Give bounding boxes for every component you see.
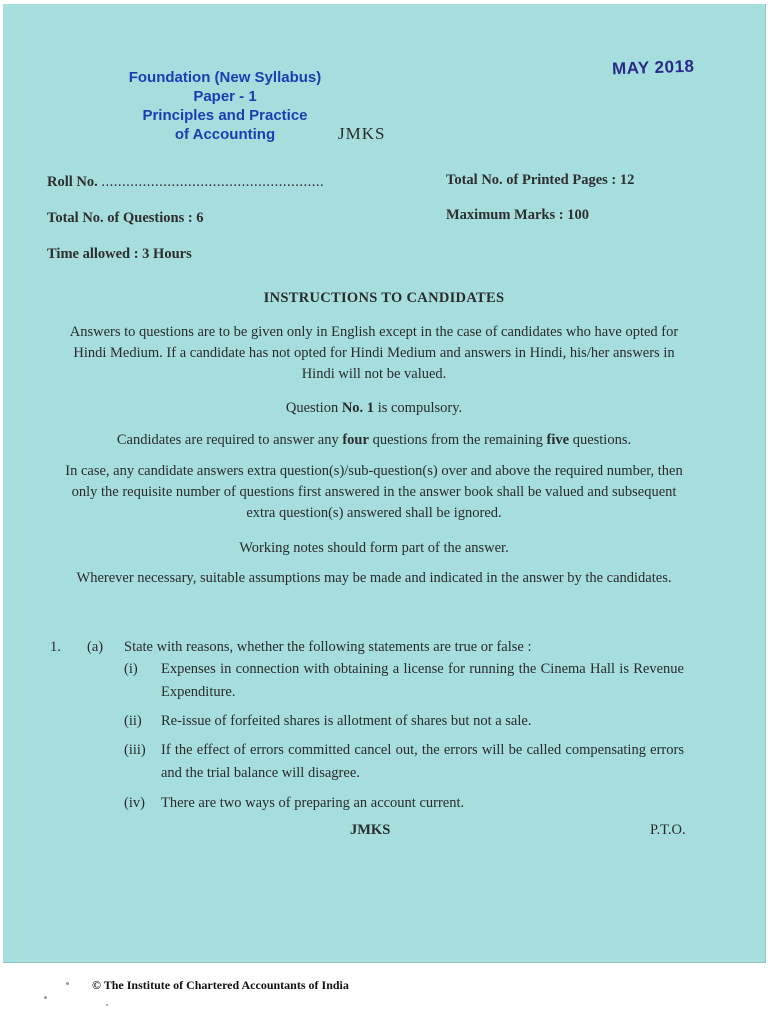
- item-text: There are two ways of preparing an account current.: [161, 795, 465, 811]
- instructions-heading: INSTRUCTIONS TO CANDIDATES: [263, 290, 505, 306]
- text-run: Question: [285, 400, 342, 416]
- item-text: Re-issue of forfeited shares is allotment of shares but not a sale.: [161, 713, 532, 729]
- instruction-assumptions: Wherever necessary, suitable assumptions may be made and indicated in the answer by the candidates.: [76, 570, 672, 586]
- emphasis-text: No. 1: [341, 400, 375, 416]
- copyright-notice: © The Institute of Chartered Accountants of India: [92, 978, 349, 992]
- item-text: Expenses in connection with obtaining a license for running the Cinema Hall is Revenue Expenditure.: [161, 661, 684, 700]
- paper-code: JMKS: [338, 124, 386, 143]
- text-run: questions from the remaining: [368, 432, 547, 448]
- instruction-language: Answers to questions are to be given only in English except in the case of candidates who have opted for Hindi Medium. If a candidate has not opted for Hindi Medium and answers in Hindi, his/her answers in Hindi will not be valued.: [69, 324, 679, 382]
- roll-number-field: [47, 174, 324, 191]
- text-run: is compulsory.: [374, 400, 463, 416]
- scan-speck: [66, 982, 69, 985]
- scan-speck: [44, 996, 47, 999]
- item-text: If the effect of errors committed cancel out, the errors will be called compensating errors and the trial balance will disagree.: [161, 742, 684, 781]
- total-questions: Total No. of Questions : 6: [47, 210, 204, 226]
- roll-dots: ......................................................: [101, 174, 325, 190]
- date-stamp: MAY 2018: [611, 56, 695, 79]
- subject-line: Principles and Practice: [142, 107, 308, 124]
- item-number: (ii): [124, 713, 142, 729]
- text-run: questions.: [569, 432, 632, 448]
- question-number: 1.: [50, 639, 61, 655]
- subject-line: Paper - 1: [193, 88, 257, 105]
- subject-line: Foundation (New Syllabus): [128, 69, 322, 86]
- item-number: (i): [124, 661, 138, 677]
- item-number: (iv): [124, 795, 145, 811]
- instruction-extra-answers: In case, any candidate answers extra question(s)/sub-question(s) over and above the required number, then only the requisite number of questions first answered in the answer book shall be valued and subsequent extra question(s) answered shall be ignored.: [65, 463, 683, 521]
- maximum-marks: Maximum Marks : 100: [446, 207, 589, 223]
- subject-heading: [100, 68, 350, 144]
- scan-speck: [106, 1004, 108, 1006]
- printed-pages: Total No. of Printed Pages : 12: [446, 172, 635, 188]
- pto-label: P.T.O.: [650, 822, 686, 838]
- instruction-compulsory: [60, 398, 688, 419]
- question-stem: State with reasons, whether the following statements are true or false :: [124, 639, 532, 655]
- emphasis-text: five: [546, 432, 570, 448]
- time-allowed: Time allowed : 3 Hours: [47, 246, 192, 262]
- instruction-choice: [60, 430, 688, 451]
- subject-line: of Accounting: [174, 126, 276, 143]
- roll-label: Roll No.: [47, 174, 98, 190]
- item-number: (iii): [124, 742, 146, 758]
- text-run: Candidates are required to answer any: [116, 432, 343, 448]
- instruction-working-notes: Working notes should form part of the answer.: [239, 540, 509, 556]
- question-part: (a): [87, 639, 104, 655]
- paper-code-footer: JMKS: [350, 822, 391, 838]
- emphasis-text: four: [342, 432, 369, 448]
